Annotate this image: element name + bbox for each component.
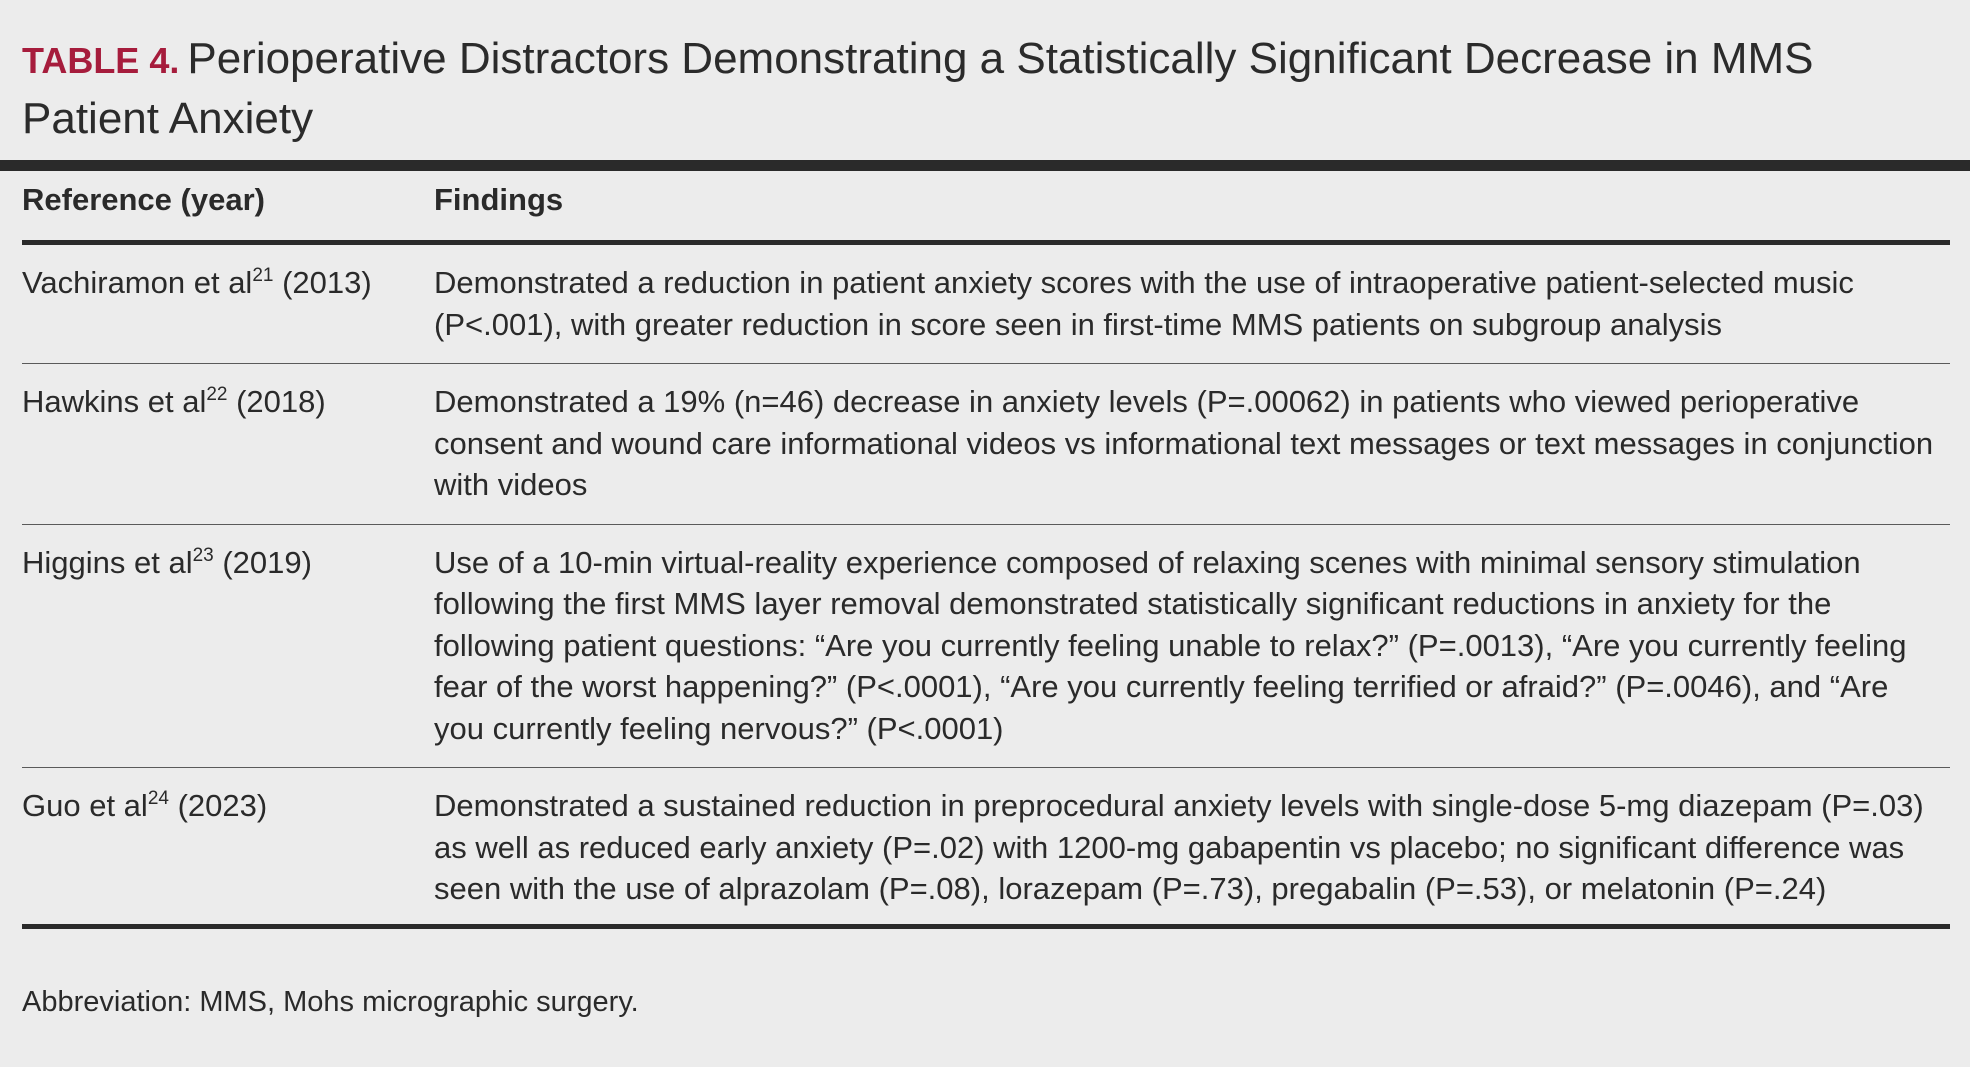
table-number-label: TABLE 4. [22,40,180,81]
table-row [22,768,1950,929]
reference-cell [22,381,422,423]
reference-author: Guo et al [22,788,148,823]
reference-number: 24 [147,788,169,809]
findings-cell [434,542,1944,750]
table-title [22,30,1932,148]
reference-cell [22,262,422,304]
reference-year: (2013) [273,265,372,300]
findings-text: Demonstrated a sustained reduction in preprocedural anxiety levels with single-dose 5-mg diazepam (P=.03) as well as reduced early anxiety (P=.02) with 1200-mg gabapentin vs placebo; no significant difference was seen with the use of alprazolam (P=.08), lorazepam (P=.73), pregabalin (P=.53), or melatonin (P=.24) [434,788,1924,906]
top-rule-divider [0,160,1970,171]
reference-author: Vachiramon et al [22,265,253,300]
table-row [22,245,1950,364]
findings-cell [434,785,1944,910]
reference-author: Hawkins et al [22,384,207,419]
reference-author: Higgins et al [22,544,193,580]
findings-cell [434,262,1944,345]
table-header-row [22,182,1948,238]
table-body [22,245,1950,929]
table-title-text: Perioperative Distractors Demonstrating a Statistically Significant Decrease in MMS Patient Anxiety [22,34,1814,143]
findings-text: Demonstrated a reduction in patient anxiety scores with the use of intraoperative patient-selected music (P<.001), with greater reduction in score seen in first-time MMS patients on subgroup analysis [434,265,1854,342]
findings-text: Use of a 10-min virtual-reality experience composed of relaxing scenes with minimal sensory stimulation following the first MMS layer removal demonstrated statistically significant reductions in anxiety for the following patient questions: “Are you currently feeling unable to relax?” (P=.0013), “Are you currently feeling fear of the worst happening?” (P<.0001), “Are you currently feeling terrified or afraid?” (P=.0046), and “Are you currently feeling nervous?” (P<.0001) [434,544,1907,746]
reference-number: 22 [206,384,228,405]
reference-cell [22,785,422,827]
findings-cell [434,381,1944,506]
findings-text: Demonstrated a 19% (n=46) decrease in anxiety levels (P=.00062) in patients who viewed perioperative consent and wound care informational videos vs informational text messages or text messages in conjunction with videos [434,384,1934,502]
reference-number: 21 [252,265,274,286]
reference-year: (2018) [227,384,326,419]
column-header-findings: Findings [434,182,564,217]
reference-number: 23 [192,544,214,566]
table-footnote: Abbreviation: MMS, Mohs micrographic surgery. [22,986,639,1018]
reference-year: (2019) [213,544,312,580]
table-row [22,364,1950,525]
reference-cell [22,542,422,584]
table-row [22,525,1950,769]
column-header-reference: Reference (year) [22,182,265,217]
reference-year: (2023) [168,788,268,823]
